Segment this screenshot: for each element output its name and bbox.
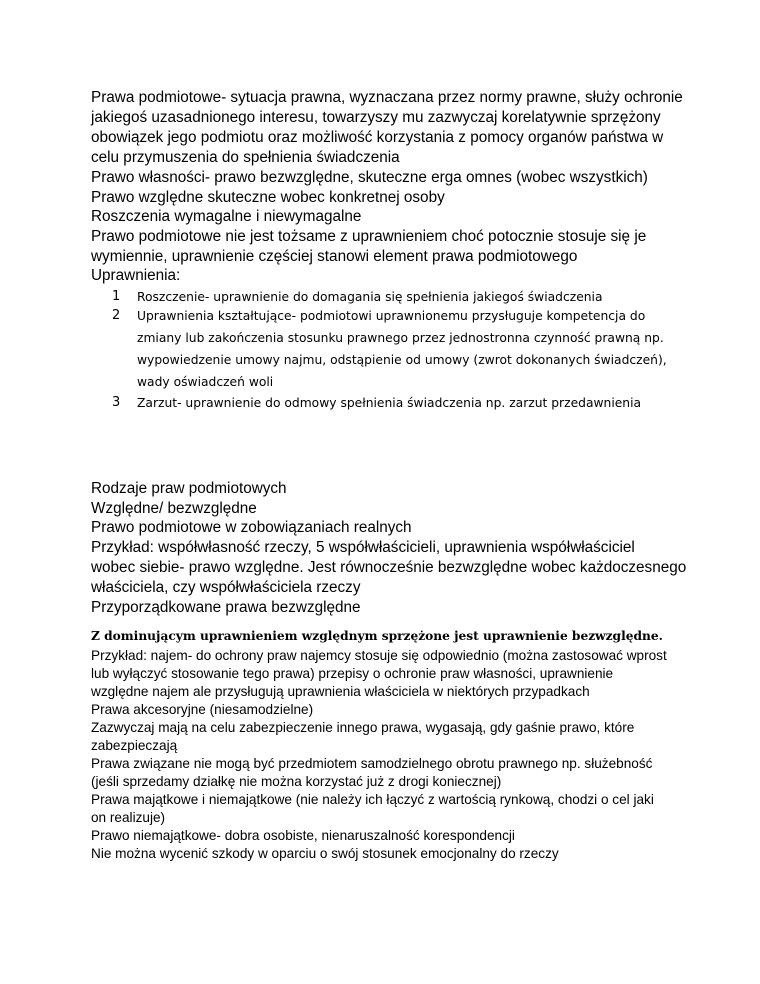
text-line: właściciela, czy współwłaściciela rzeczy	[91, 579, 361, 596]
text-line: celu przymuszenia do spełnienia świadczenia	[91, 149, 400, 166]
text-line: (jeśli sprzedamy działkę nie można korzystać już z drogi koniecznej)	[91, 774, 502, 789]
text-line: Przyporządkowane prawa bezwzględne	[91, 599, 361, 616]
list-text: zmiany lub zakończenia stosunku prawnego przez jednostronna czynność prawną np.	[137, 331, 664, 345]
list-text: Roszczenie- uprawnienie do domagania się spełnienia jakiegoś świadczenia	[137, 290, 603, 304]
text-line: jakiegoś uzasadnionego interesu, towarzyszy mu zazwyczaj korelatywnie sprzężony	[91, 109, 661, 126]
text-line: on realizuje)	[91, 810, 166, 825]
list-text: Uprawnienia kształtujące- podmiotowi uprawnionemu przysługuje kompetencja do	[137, 309, 646, 323]
text-line: Prawo podmiotowe nie jest tożsame z uprawnieniem choć potocznie stosuje się je	[91, 228, 647, 245]
bold-statement: Z dominującym uprawnieniem względnym sprzężone jest uprawnienie bezwzględne.	[91, 629, 663, 643]
text-line: Prawo niemajątkowe- dobra osobiste, nienaruszalność korespondencji	[91, 828, 515, 843]
text-line: Przykład: współwłasność rzeczy, 5 współwłaścicieli, uprawnienia współwłaściciel	[91, 539, 635, 556]
text-line: Prawa podmiotowe- sytuacja prawna, wyznaczana przez normy prawne, służy ochronie	[91, 89, 683, 106]
text-line: Prawo względne skuteczne wobec konkretnej osoby	[91, 189, 445, 206]
text-line: wobec siebie- prawo względne. Jest równocześnie bezwzględne wobec każdoczesnego	[91, 559, 687, 576]
text-line: Prawa majątkowe i niemajątkowe (nie należy ich łączyć z wartością rynkową, chodzi o cel jaki	[91, 792, 654, 807]
text-line: Roszczenia wymagalne i niewymagalne	[91, 208, 362, 225]
list-number: 2	[112, 308, 121, 323]
list-number: 1	[112, 289, 121, 304]
list-text: wypowiedzenie umowy najmu, odstąpienie od umowy (zwrot dokonanych świadczeń),	[137, 353, 667, 367]
text-line: Rodzaje praw podmiotowych	[91, 480, 287, 497]
text-line: Zazwyczaj mają na celu zabezpieczenie innego prawa, wygasają, gdy gaśnie prawo, które	[91, 720, 635, 735]
text-line: Prawo podmiotowe w zobowiązaniach realnych	[91, 519, 412, 536]
list-text: Zarzut- uprawnienie do odmowy spełnienia świadczenia np. zarzut przedawnienia	[137, 396, 642, 410]
text-line: Prawo własności- prawo bezwzględne, skuteczne erga omnes (wobec wszystkich)	[91, 169, 648, 186]
text-line: wymiennie, uprawnienie częściej stanowi element prawa podmiotowego	[91, 248, 578, 265]
text-line: obowiązek jego podmiotu oraz możliwość korzystania z pomocy organów państwa w	[91, 129, 664, 146]
list-text: wady oświadczeń woli	[137, 375, 274, 389]
text-line: lub wyłączyć stosowanie tego prawa) przepisy o ochronie praw własności, uprawnienie	[91, 666, 614, 681]
text-line: Przykład: najem- do ochrony praw najemcy stosuje się odpowiednio (można zastosować wprost	[91, 648, 667, 663]
text-line: zabezpieczają	[91, 738, 178, 753]
list-number: 3	[112, 395, 121, 410]
text-line: Nie można wycenić szkody w oparciu o swój stosunek emocjonalny do rzeczy	[91, 846, 559, 861]
text-line: Prawa akcesoryjne (niesamodzielne)	[91, 702, 314, 717]
text-line: Uprawnienia:	[91, 267, 181, 284]
text-line: względne najem ale przysługują uprawnienia właściciela w niektórych przypadkach	[91, 684, 590, 699]
text-line: Względne/ bezwzględne	[91, 500, 257, 517]
text-line: Prawa związane nie mogą być przedmiotem samodzielnego obrotu prawnego np. służebność	[91, 756, 653, 771]
